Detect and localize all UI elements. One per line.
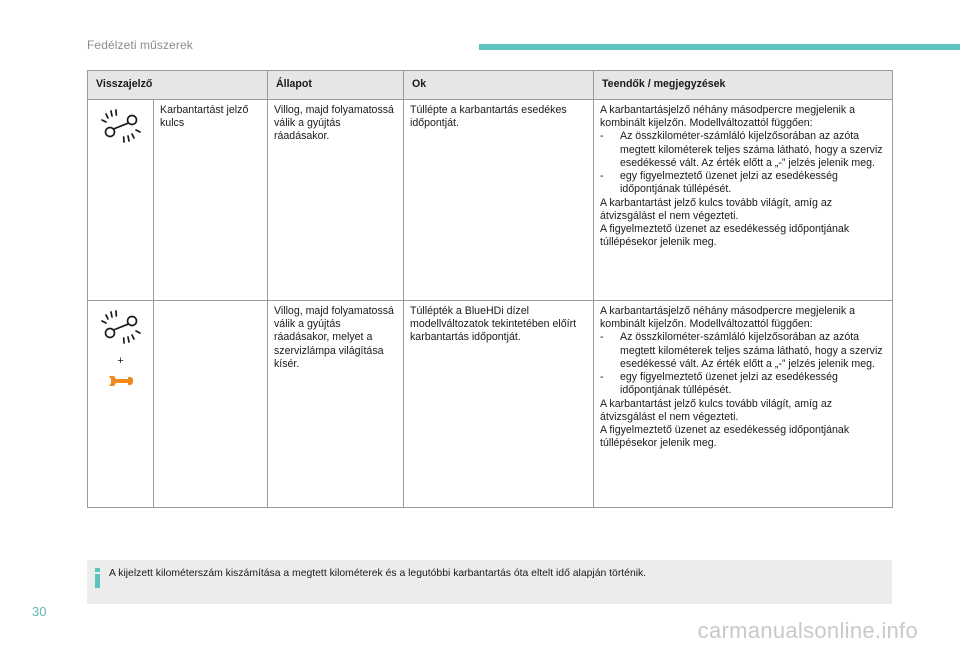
indicator-icon-cell [88, 100, 154, 301]
indicator-name [154, 301, 268, 508]
actions-intro: A karbantartásjelző néhány másodpercre megjelenik a kombinált kijelzőn. Modellváltozattól függően: [600, 305, 855, 331]
indicator-actions [594, 100, 893, 301]
actions-list [600, 130, 886, 196]
table-row [88, 301, 893, 508]
actions-list [600, 331, 886, 397]
maintenance-wrench-warning-icon [100, 135, 142, 147]
watermark: carmanualsonline.info [697, 618, 918, 643]
list-item: - egy figyelmeztető üzenet jelzi az esedékesség időpontjának túllépését. [600, 170, 886, 196]
info-note [87, 560, 892, 604]
service-wrench-icon [107, 380, 135, 392]
actions-paragraph: A karbantartást jelző kulcs tovább világít, amíg az átvizsgálást el nem végezteti. [600, 397, 833, 423]
indicator-cause: Túllépték a BlueHDi dízel modellváltozatok tekintetében előírt karbantartás időpontját. [404, 301, 594, 508]
indicator-name: Karbantartást jelző kulcs [154, 100, 268, 301]
indicator-cause: Túllépte a karbantartás esedékes időpontját. [404, 100, 594, 301]
column-header-cause: Ok [404, 71, 594, 100]
list-item: - egy figyelmeztető üzenet jelzi az esedékesség időpontjának túllépését. [600, 371, 886, 397]
indicator-icon-cell [88, 301, 154, 508]
indicator-state: Villog, majd folyamatossá válik a gyújtás ráadásakor, melyet a szervizlámpa világítása kísér. [268, 301, 404, 508]
list-item: - Az összkilométer-számláló kijelzősorában az azóta megtett kilométerek teljes száma látható, hogy a szerviz esedékessé vált. Az érték előtt a „-” jelzés jelenik meg. [600, 130, 886, 170]
column-header-indicator: Visszajelző [88, 71, 268, 100]
column-header-actions: Teendők / megjegyzések [594, 71, 893, 100]
plus-sign: + [117, 355, 124, 368]
actions-paragraph: A figyelmeztető üzenet az esedékesség időpontjának túllépésekor jelenik meg. [600, 424, 850, 450]
header-accent-bar [479, 44, 960, 50]
indicator-actions [594, 301, 893, 508]
column-header-state: Állapot [268, 71, 404, 100]
info-icon [93, 568, 102, 593]
info-note-text: A kijelzett kilométerszám kiszámítása a megtett kilométerek és a legutóbbi karbantartás óta eltelt idő alapján történik. [109, 568, 647, 579]
page-number: 30 [32, 604, 47, 619]
actions-intro: A karbantartásjelző néhány másodpercre megjelenik a kombinált kijelzőn. Modellváltozattól függően: [600, 104, 855, 130]
indicator-table [87, 70, 893, 508]
indicator-state: Villog, majd folyamatossá válik a gyújtás ráadásakor. [268, 100, 404, 301]
list-item: - Az összkilométer-számláló kijelzősorában az azóta megtett kilométerek teljes száma látható, hogy a szerviz esedékessé vált. Az érték előtt a „-” jelzés jelenik meg. [600, 331, 886, 371]
section-title: Fedélzeti műszerek [87, 38, 193, 52]
actions-paragraph: A figyelmeztető üzenet az esedékesség időpontjának túllépésekor jelenik meg. [600, 223, 850, 249]
maintenance-wrench-warning-icon [100, 336, 142, 348]
table-row [88, 100, 893, 301]
table-header-row [88, 71, 893, 100]
actions-paragraph: A karbantartást jelző kulcs tovább világít, amíg az átvizsgálást el nem végezteti. [600, 196, 833, 222]
